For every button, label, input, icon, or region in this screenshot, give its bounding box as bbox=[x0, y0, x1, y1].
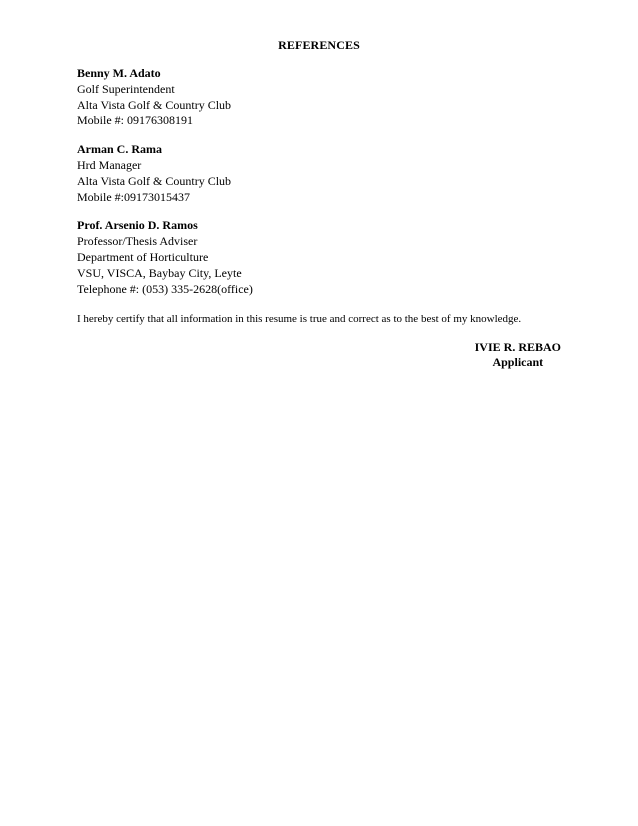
signature-block bbox=[475, 340, 561, 370]
references-list bbox=[77, 66, 557, 310]
reference-contact: Telephone #: (053) 335-2628(office) bbox=[77, 281, 253, 296]
reference-organization: Alta Vista Golf & Country Club bbox=[77, 173, 232, 188]
reference-contact: Mobile #:09173015437 bbox=[77, 189, 190, 204]
reference-department: Department of Horticulture bbox=[77, 249, 209, 264]
reference-entry bbox=[77, 142, 557, 205]
page-title: REFERENCES bbox=[278, 38, 360, 52]
reference-address: VSU, VISCA, Baybay City, Leyte bbox=[77, 265, 242, 280]
reference-name: Benny M. Adato bbox=[77, 66, 161, 80]
reference-position: Professor/Thesis Adviser bbox=[77, 234, 198, 249]
reference-entry bbox=[77, 218, 557, 297]
reference-contact: Mobile #: 09176308191 bbox=[77, 113, 193, 128]
reference-name: Prof. Arsenio D. Ramos bbox=[77, 218, 198, 233]
signatory-name: IVIE R. REBAO bbox=[474, 340, 561, 354]
reference-name: Arman C. Rama bbox=[77, 142, 162, 157]
signatory-title: Applicant bbox=[492, 355, 544, 369]
reference-position: Golf Superintendent bbox=[77, 81, 175, 96]
reference-organization: Alta Vista Golf & Country Club bbox=[77, 97, 232, 112]
certification-statement: I hereby certify that all information in this resume is true and correct as to the best of my knowledge. bbox=[77, 313, 522, 325]
reference-entry bbox=[77, 66, 557, 129]
reference-position: Hrd Manager bbox=[77, 157, 142, 172]
